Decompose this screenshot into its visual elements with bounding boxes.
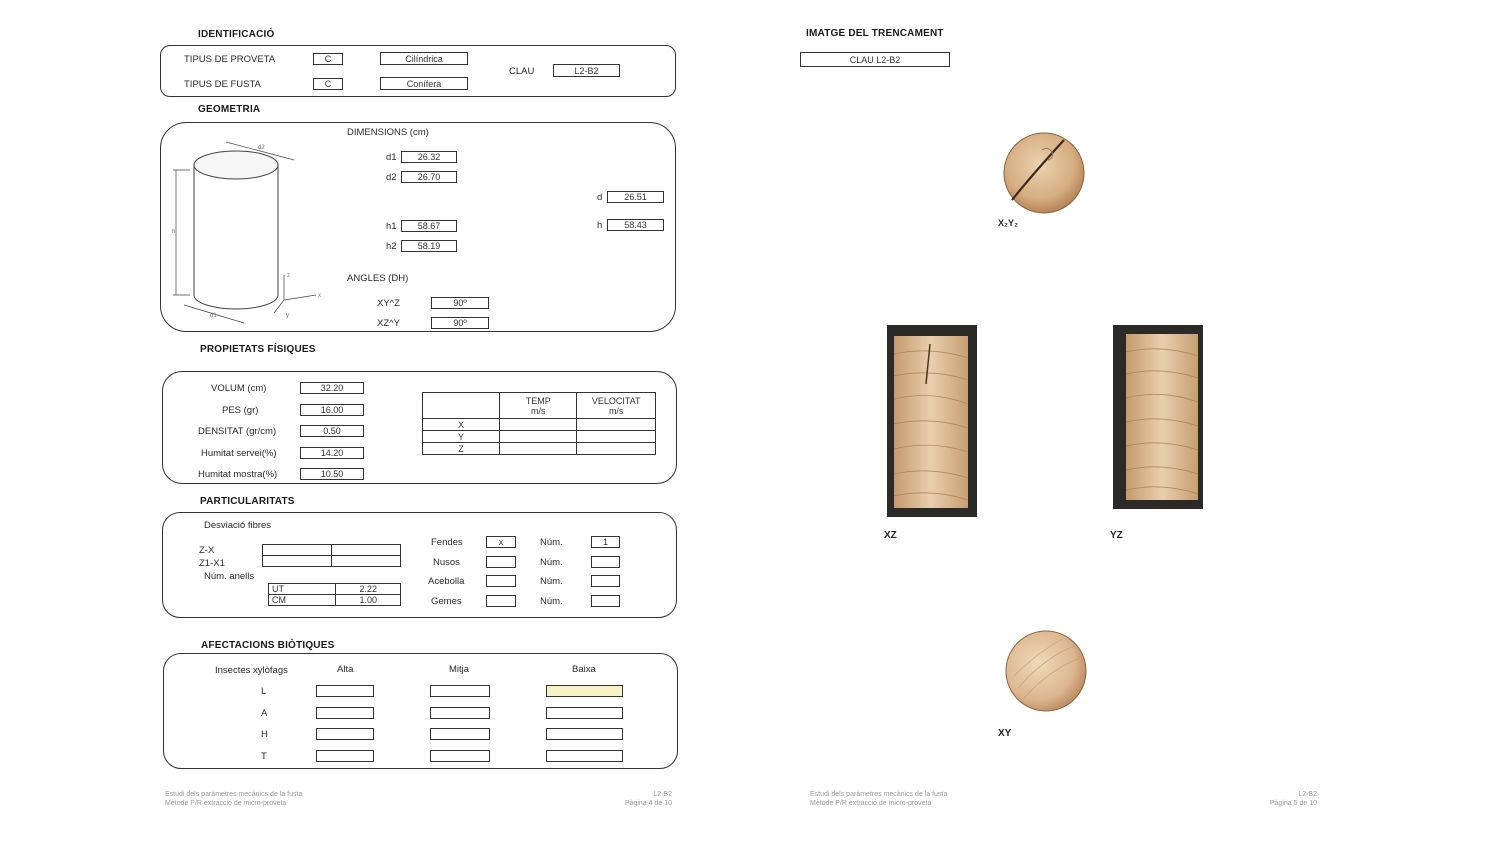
svg-text:d1: d1	[210, 313, 217, 319]
identificacio-heading: IDENTIFICACIÓ	[198, 29, 275, 40]
right-footer-page	[1205, 790, 1317, 808]
nusos-label: Nusos	[433, 557, 460, 568]
clau-label: CLAU	[509, 66, 535, 77]
num-anells-label: Núm. anells	[204, 571, 255, 582]
d2-label: d2	[386, 172, 397, 183]
humitat-servei-label: Humitat servei(%)	[201, 448, 277, 459]
right-footer-page-number: Pàgina 5 de 10	[1269, 800, 1317, 807]
d1-value: 26.32	[401, 151, 457, 163]
label-xy: XY	[998, 728, 1012, 739]
velocity-table	[422, 392, 656, 455]
cm-value: 1.00	[336, 595, 401, 606]
svg-text:h: h	[172, 229, 176, 235]
biotic-t-alta	[316, 750, 374, 762]
photo-xy	[1004, 628, 1088, 714]
fibre-deviation-table	[262, 544, 401, 567]
biotic-h-mitja	[430, 728, 490, 740]
velocity-cell	[577, 419, 656, 431]
d-value: 26.51	[607, 191, 664, 203]
cylinder-diagram	[166, 135, 341, 325]
gemes-num-value	[591, 595, 620, 607]
tipus-proveta-value: Cilíndrica	[380, 52, 468, 65]
tipus-proveta-label: TIPUS DE PROVETA	[184, 54, 276, 65]
left-footer-line1: Estudi dels paràmetres mecànics de la fusta	[165, 791, 303, 798]
zx-label: Z-X	[199, 545, 215, 556]
biotic-row-t-label: T	[261, 751, 267, 762]
humitat-mostra-value: 10.50	[300, 468, 364, 480]
desviacio-label: Desviació fibres	[204, 520, 272, 531]
svg-text:d2: d2	[258, 145, 265, 151]
left-footer-text	[165, 790, 302, 808]
left-footer-page	[560, 790, 672, 808]
d-label: d	[597, 192, 603, 203]
densitat-label: DENSITAT (gr/cm)	[198, 426, 277, 437]
biotic-l-alta	[316, 685, 374, 697]
svg-text:x: x	[318, 293, 321, 299]
biotic-h-baixa	[546, 728, 623, 740]
label-xz: XZ	[884, 530, 897, 541]
h2-value: 58.19	[401, 240, 457, 252]
d1-label: d1	[386, 152, 397, 163]
biotic-t-mitja	[430, 750, 490, 762]
acebolla-label: Acebolla	[428, 576, 465, 587]
left-footer-code: L2-B2	[653, 791, 672, 798]
biotic-h-alta	[316, 728, 374, 740]
biotic-l-baixa	[546, 685, 623, 697]
right-footer-code: L2-B2	[1298, 791, 1317, 798]
nusos-num-value	[591, 556, 620, 568]
biotic-l-mitja	[430, 685, 490, 697]
fendes-num-label: Núm.	[540, 537, 563, 548]
tipus-fusta-value: Conífera	[380, 77, 468, 90]
pes-value: 16.00	[300, 404, 364, 416]
right-footer-text	[810, 790, 947, 808]
photo-xz	[886, 324, 978, 518]
clau-box: CLAU L2-B2	[800, 52, 950, 67]
ut-value: 2.22	[336, 584, 401, 595]
velocity-row-z: Z	[423, 443, 500, 455]
velocity-table-corner	[423, 393, 500, 419]
d2-value: 26.70	[401, 171, 457, 183]
deviation-cell	[263, 556, 332, 567]
fendes-mark: x	[486, 536, 516, 548]
velocity-cell	[500, 443, 577, 455]
h1-label: h1	[386, 221, 397, 232]
photo-yz	[1112, 324, 1204, 510]
anells-table	[268, 583, 401, 606]
afectacions-heading: AFECTACIONS BIÒTIQUES	[201, 640, 335, 651]
label-yz: YZ	[1110, 530, 1123, 541]
insects-label: Insectes xylòfags	[215, 665, 288, 676]
nusos-mark	[486, 556, 516, 568]
biotic-a-mitja	[430, 707, 490, 719]
humitat-servei-value: 14.20	[300, 447, 364, 459]
biotic-row-a-label: A	[261, 708, 268, 719]
humitat-mostra-label: Humitat mostra(%)	[198, 469, 278, 480]
left-footer-line2: Mètode P/R extracció de micro-proveta	[165, 800, 287, 807]
right-footer-line1: Estudi dels paràmetres mecànics de la fusta	[810, 791, 948, 798]
particularitats-heading: PARTICULARITATS	[200, 496, 295, 507]
velocity-row-y: Y	[423, 431, 500, 443]
deviation-cell	[263, 545, 332, 556]
svg-text:y: y	[286, 313, 289, 319]
volum-value: 32.20	[300, 382, 364, 394]
deviation-cell	[332, 556, 401, 567]
tipus-proveta-code: C	[313, 53, 343, 65]
col-mitja-label: Mitja	[449, 664, 470, 675]
tipus-fusta-label: TIPUS DE FUSTA	[184, 79, 261, 90]
right-footer-line2: Mètode P/R extracció de micro-proveta	[810, 800, 932, 807]
clau-value: L2-B2	[553, 64, 620, 77]
pes-label: PES (gr)	[222, 405, 259, 416]
svg-text:z: z	[287, 273, 290, 279]
acebolla-num-label: Núm.	[540, 576, 563, 587]
h1-value: 58.67	[401, 220, 457, 232]
xyz-label: XY^Z	[377, 298, 400, 309]
ut-label: UT	[269, 584, 336, 595]
nusos-num-label: Núm.	[540, 557, 563, 568]
densitat-value: 0.50	[300, 425, 364, 437]
velocity-cell	[500, 419, 577, 431]
biotic-row-l-label: L	[261, 686, 267, 697]
fendes-num-value: 1	[591, 536, 620, 548]
left-footer-page-number: Pàgina 4 de 10	[624, 800, 672, 807]
angles-label: ANGLES (DH)	[347, 273, 409, 284]
photo-x2y2	[1002, 130, 1086, 216]
volum-label: VOLUM (cm)	[211, 383, 267, 394]
col-baixa-label: Baixa	[572, 664, 596, 675]
h2-label: h2	[386, 241, 397, 252]
col-alta-label: Alta	[337, 664, 354, 675]
geometria-heading: GEOMETRIA	[198, 104, 261, 115]
velocity-cell	[577, 431, 656, 443]
velocity-header-temp: TEMP m/s	[500, 393, 577, 419]
xzy-value: 90º	[431, 317, 489, 329]
velocity-row-x: X	[423, 419, 500, 431]
gemes-mark	[486, 595, 516, 607]
velocity-header-velocitat: VELOCITAT m/s	[577, 393, 656, 419]
biotic-a-baixa	[546, 707, 623, 719]
cm-label: CM	[269, 595, 336, 606]
deviation-cell	[332, 545, 401, 556]
gemes-label: Gemes	[431, 596, 462, 607]
biotic-a-alta	[316, 707, 374, 719]
h-label: h	[597, 220, 603, 231]
dimensions-label: DIMENSIONS (cm)	[347, 127, 429, 138]
biotic-t-baixa	[546, 750, 623, 762]
velocity-cell	[500, 431, 577, 443]
h-value: 58.43	[607, 219, 664, 231]
fendes-label: Fendes	[431, 537, 463, 548]
gemes-num-label: Núm.	[540, 596, 563, 607]
label-x2y2: X₂Y₂	[998, 218, 1019, 228]
z1x1-label: Z1-X1	[199, 558, 225, 569]
tipus-fusta-code: C	[313, 78, 343, 90]
propietats-heading: PROPIETATS FÍSIQUES	[200, 344, 316, 355]
velocity-cell	[577, 443, 656, 455]
acebolla-num-value	[591, 575, 620, 587]
imatge-heading: IMATGE DEL TRENCAMENT	[806, 28, 944, 39]
biotic-row-h-label: H	[261, 729, 268, 740]
xzy-label: XZ^Y	[377, 318, 400, 329]
xyz-value: 90º	[431, 297, 489, 309]
acebolla-mark	[486, 575, 516, 587]
